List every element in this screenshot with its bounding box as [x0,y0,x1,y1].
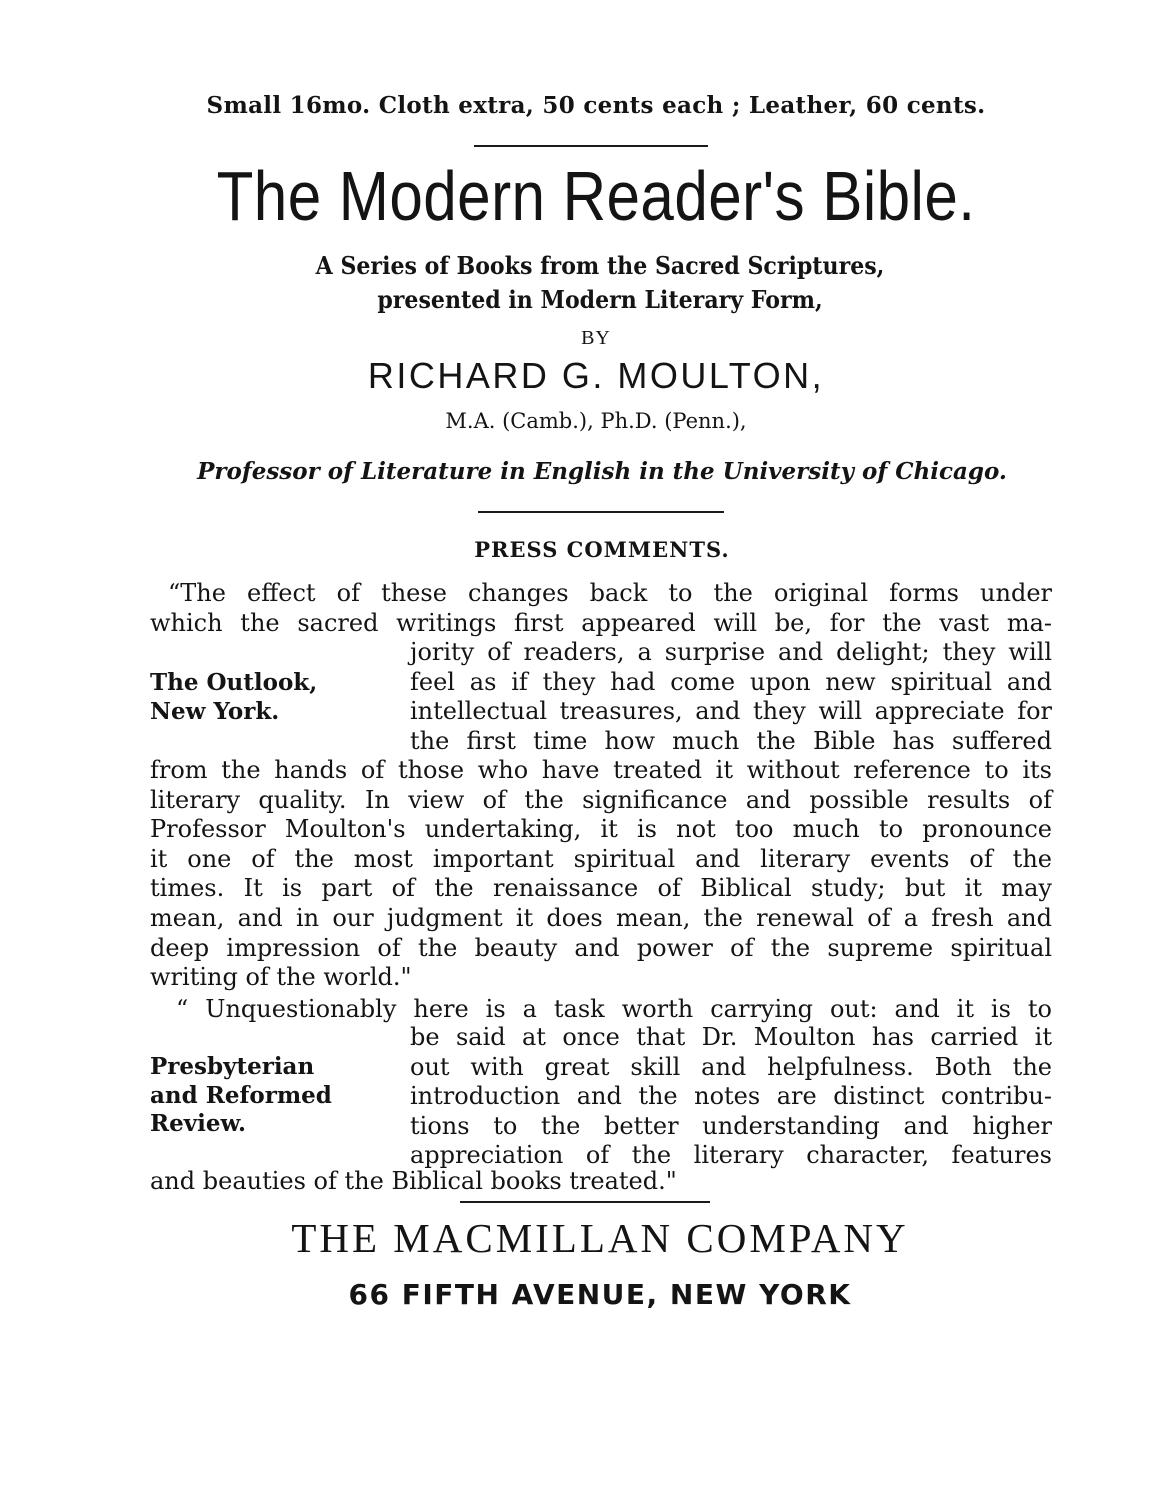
author-name: RICHARD G. MOULTON, [367,355,825,396]
comment-line: out with great skill and helpfulness. Both the [410,1052,1052,1081]
comment-presbyterian-lines-1 [176,995,1052,1025]
source-line: New York. [150,697,280,725]
source-line: The Outlook, [150,669,318,696]
comment-line: intellectual treasures, and they will appreciate for [410,697,1052,726]
rule-top [474,145,708,147]
comment-line: appreciation of the literary character, features [410,1141,1052,1170]
comment-line: times. It is part of the renaissance of Biblical study; but it may [150,874,1052,903]
source-line: Presbyterian [150,1053,315,1080]
comment-line: “The effect of these changes back to the original forms under [168,579,1052,607]
by-label: BY [581,327,611,349]
comment-line: “ Unquestionably here is a task worth carrying out: and it is to [176,995,1052,1023]
page-title: The Modern Reader's Bible. [216,157,976,235]
comment-line: tions to the better understanding and higher [410,1111,1052,1140]
series-line-1: A Series of Books from the Sacred Scriptures, [315,251,885,280]
comment-line: the first time how much the Bible has suffered [410,726,1052,755]
press-comments-heading: PRESS COMMENTS. [474,537,730,562]
comment-line: literary quality. In view of the significance and possible results of [150,785,1052,814]
comment-outlook-lines-3 [150,756,1052,993]
comment-line: mean, and in our judgment it does mean, the renewal of a fresh and [150,903,1052,932]
comment-source-outlook [150,669,317,726]
comment-presbyterian-lines-3 [150,1167,1052,1197]
comment-line: be said at once that Dr. Moulton has carried it [410,1023,1052,1051]
comment-line: jority of readers, a surprise and delight; they will [410,638,1052,666]
publisher-address: 66 FIFTH AVENUE, NEW YORK [348,1278,852,1311]
comment-line: and beauties of the Biblical books treated." [150,1167,677,1195]
price-line: Small 16mo. Cloth extra, 50 cents each ; Leather, 60 cents. [206,92,986,119]
comment-source-presbyterian [150,1053,332,1139]
comment-outlook-lines-2 [410,638,1052,756]
comment-line: writing of the world." [150,963,412,992]
author-degrees: M.A. (Camb.), Ph.D. (Penn.), [445,409,747,433]
rule-middle [478,511,724,513]
comment-outlook-lines-1 [150,579,1052,638]
publisher-name: THE MACMILLAN COMPANY [291,1215,909,1261]
comment-line: deep impression of the beauty and power of the supreme spiritual [150,933,1052,962]
comment-line: feel as if they had come upon new spiritual and [410,667,1052,696]
comment-line: from the hands of those who have treated it without reference to its [150,756,1052,784]
comment-line: it one of the most important spiritual and literary events of the [150,844,1052,873]
source-line: and Reformed [150,1081,332,1109]
comment-line: introduction and the notes are distinct contribu- [410,1082,1052,1111]
series-line-2: presented in Modern Literary Form, [377,285,823,314]
comment-line: Professor Moulton's undertaking, it is not too much to pronounce [150,815,1052,844]
comment-presbyterian-lines-2 [410,1023,1052,1171]
rule-bottom [460,1201,710,1203]
source-line: Review. [150,1110,246,1137]
author-position: Professor of Literature in English in the University of Chicago. [197,458,1007,485]
comment-line: which the sacred writings first appeared will be, for the vast ma- [150,608,1052,637]
